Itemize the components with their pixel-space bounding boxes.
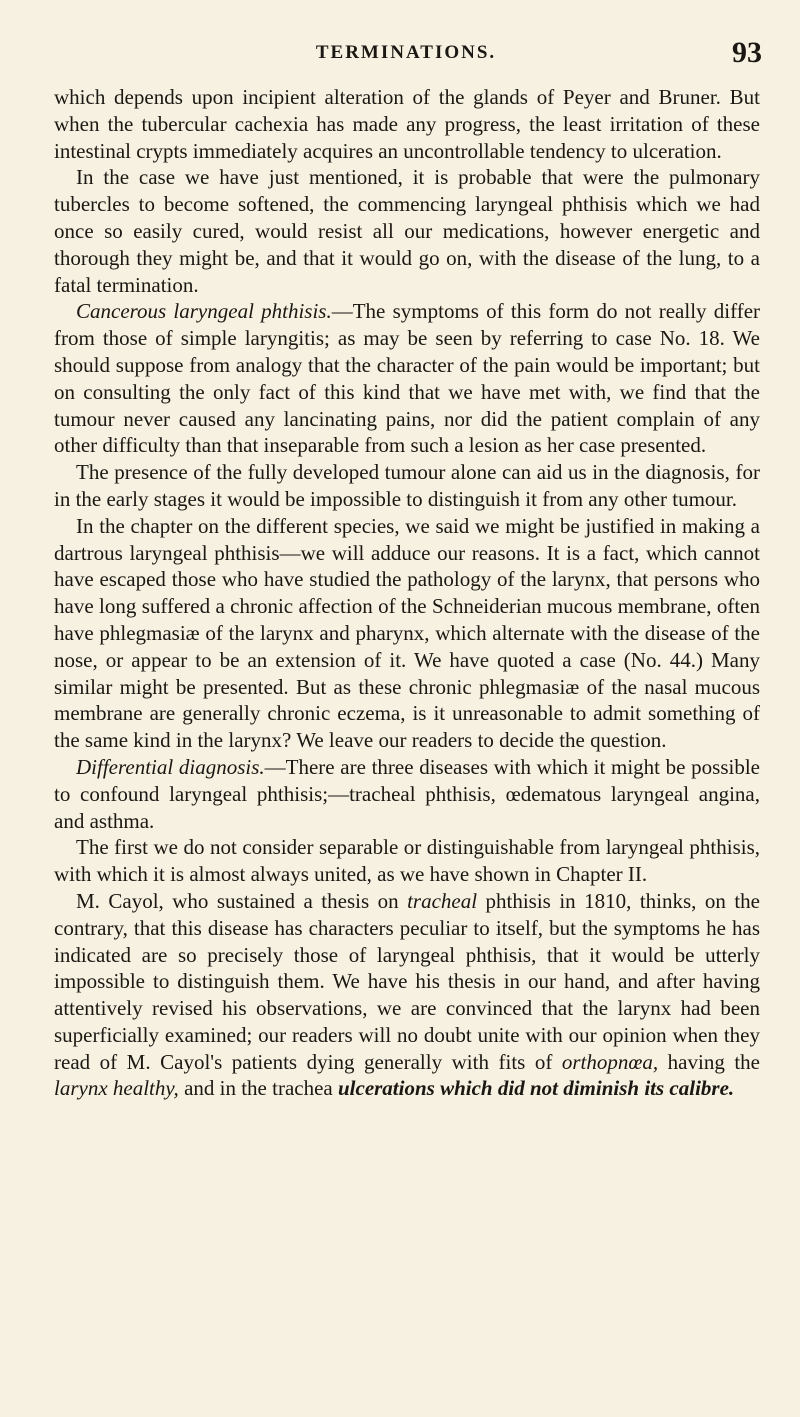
italic-run: larynx healthy,: [54, 1076, 179, 1101]
paragraph: [54, 84, 760, 164]
text-run: The first we do not consider separable or distinguishable from laryngeal phthisis, with which it is almost always united, as we have shown in Chapter II.: [54, 835, 760, 887]
text-run: having the: [658, 1049, 761, 1074]
paragraph: [54, 164, 760, 298]
paragraph: [54, 888, 760, 1102]
italic-run: Cancerous laryngeal phthisis.: [76, 299, 332, 324]
page-header: [50, 36, 762, 80]
paragraph: [54, 834, 760, 888]
text-run: phthisis in 1810, thinks, on the contrary, that this disease has characters peculiar to itself, but the symptoms he has indicated are so precisely those of laryngeal phthisis, that it would be utterly impossible to distinguish them. We have his thesis in our hand, and after having attentively revised his observations, we are convinced that the larynx had been superficially examined; our readers will no doubt unite with our opinion when they read of M. Cayol's patients dying generally with fits of: [54, 888, 761, 1074]
paragraph: [54, 513, 760, 754]
text-run: which depends upon incipient alteration of the glands of Peyer and Bruner. But when the tubercular cachexia has made any progress, the least irritation of these intestinal crypts immediately acquires an uncontrollable tendency to ulceration.: [54, 85, 760, 163]
italic-run: ulcerations which did not diminish its calibre.: [337, 1076, 735, 1101]
italic-run: orthopnœa,: [561, 1049, 659, 1074]
text-run: —There are three diseases with which it might be possible to confound laryngeal phthisis;—tracheal phthisis, œdematous laryngeal angina, and asthma.: [54, 754, 760, 833]
text-run: M. Cayol, who sustained a thesis on: [76, 888, 408, 913]
paragraph: [54, 298, 760, 459]
text-run: The presence of the fully developed tumour alone can aid us in the diagnosis, for in the early stages it would be impossible to distinguish it from any other tumour.: [54, 460, 760, 511]
paragraph: [54, 754, 760, 834]
running-title: TERMINATIONS.: [315, 42, 497, 63]
page-number: 93: [732, 36, 762, 69]
body-text: [54, 84, 760, 1102]
text-run: In the case we have just mentioned, it is probable that were the pulmonary tubercles to become softened, the commencing laryngeal phthisis which we had once so easily cured, would resist all our medications, however energetic and thorough they might be, and that it would go on, with the disease of the lung, to a fatal termination.: [54, 165, 760, 297]
text-run: In the chapter on the different species, we said we might be justified in making a dartrous laryngeal phthisis—we will adduce our reasons. It is a fact, which cannot have escaped those who have studied the pathology of the larynx, that persons who have long suffered a chronic affection of the Schneiderian mucous membrane, often have phlegmasiæ of the larynx and pharynx, which alternate with the disease of the nose, or appear to be an extension of it. We have quoted a case (No. 44.) Many similar might be presented. But as these chronic phlegmasiæ of the nasal mucous membrane are generally chronic eczema, is it unreasonable to admit something of the same kind in the larynx? We leave our readers to decide the question.: [54, 513, 760, 753]
text-run: and in the trachea: [178, 1076, 338, 1101]
text-run: —The symptoms of this form do not really differ from those of simple laryngitis; as may be seen by referring to case No. 18. We should suppose from analogy that the character of the pain would be important; but on consulting the only fact of this kind that we have met with, we find that the tumour never caused any lancinating pains, nor did the patient complain of any other difficulty than that inseparable from such a lesion as her case presented.: [54, 299, 761, 458]
italic-run: Differential diagnosis.: [76, 754, 265, 779]
paragraph: [54, 459, 760, 513]
italic-run: tracheal: [407, 888, 478, 913]
